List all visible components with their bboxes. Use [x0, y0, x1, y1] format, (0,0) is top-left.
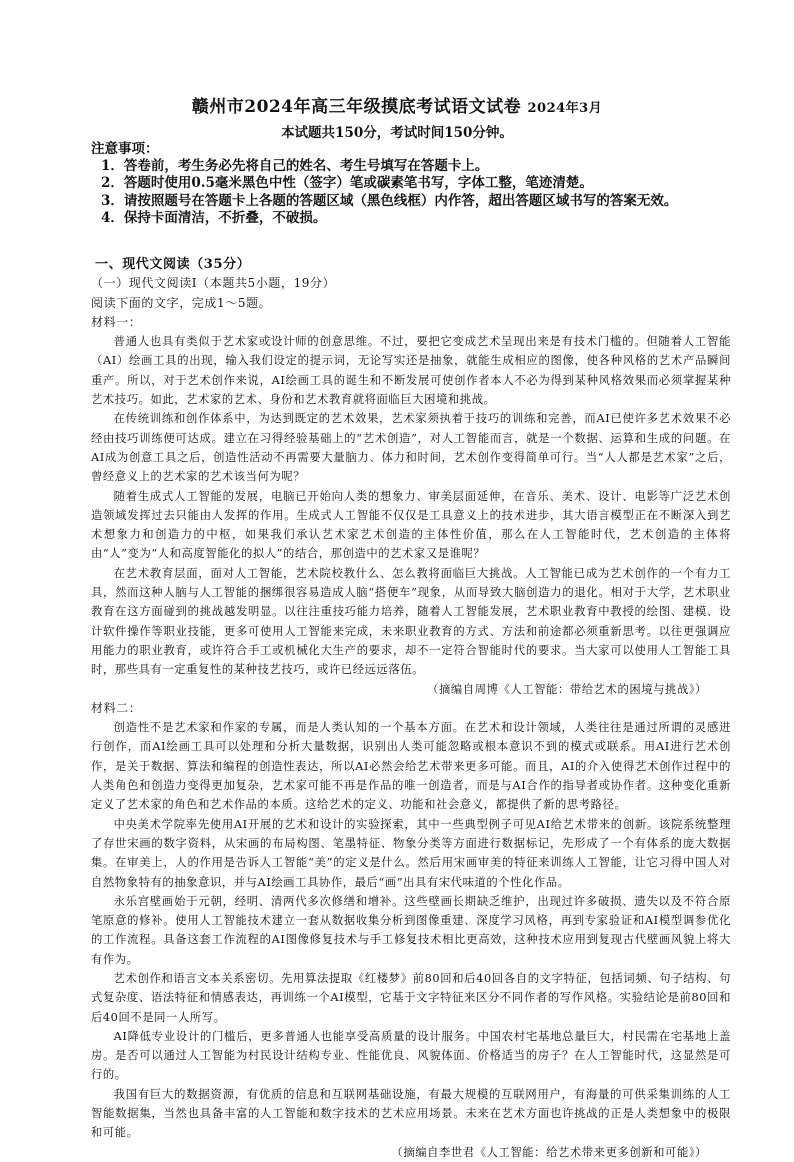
exam-subtitle: 本试题共150分，考试时间150分钟。	[281, 125, 513, 141]
material2-label: 材料二：	[91, 700, 142, 715]
notes-heading: 注意事项：	[91, 141, 159, 157]
material2-paragraph: 我国有巨大的数据资源，有优质的信息和互联网基础设施，有最大规模的互联网用户，有海量的可供采集训练的人工智能数据集，当然也具备丰富的人工智能和数字技术的艺术应用场景。未来在艺术方面也许挑战的正是人类想象中的极限和可能。	[91, 1087, 731, 1140]
section-subtitle: （一）现代文阅读Ⅰ（本题共5小题，19分）	[91, 276, 336, 291]
material2-paragraph: 艺术创作和语言文本关系密切。先用算法提取《红楼梦》前80回和后40回各自的文字特征，包括词频、句子结构、句式复杂度、语法特征和情感表达，再训练一个AI模型，它基于文字特征来区分不同作者的写作风格。实验结论是前80回和后40回不是同一人所写。	[91, 971, 731, 1024]
material1-source: （摘编自周博《人工智能：带给艺术的困境与挑战》）	[427, 682, 707, 696]
section-title: 一、现代文阅读（35分）	[95, 257, 251, 272]
notes-block	[91, 141, 731, 227]
exam-date: 2024年3月	[527, 101, 603, 116]
note-item: 4．保持卡面清洁，不折叠，不破损。	[101, 209, 327, 226]
material1-paragraph: 在传统训练和创作体系中，为达到既定的艺术效果，艺术家须执着于技巧的训练和完善，而AI已使许多艺术效果不必经由技巧训练便可达成。建立在习得经验基础上的“艺术创造”，对人工智能而言，就是一个数据、运算和生成的问题。在AI成为创意工具之后，创造性活动不再需要大量脑力、体力和时间，艺术创作变得简单可行。当“人人都是艺术家”之后，曾经意义上的艺术家的艺术该当何为呢？	[91, 412, 731, 484]
material2-source: （摘编自李世君《人工智能：给艺术带来更多创新和可能》）	[391, 1145, 707, 1159]
material2-paragraph: 创造性不是艺术家和作家的专属，而是人类认知的一个基本方面。在艺术和设计领域，人类往往是通过所谓的灵感进行创作，而AI绘画工具可以处理和分析大量数据，识别出人类可能忽略或根本意识不到的模式或联系。用AI进行艺术创作，是关于数据、算法和编程的创造性表达，所以AI必然会给艺术带来更多可能。而且，AI的介入使得艺术创作过程中的人类角色和创造力变得更加复杂，艺术家可能不再是作品的唯一创造者，而是与AI合作的指导者或协作者。这种变化重新定义了艺术家的角色和艺术作品的本质。这给艺术的定义、功能和社会意义，都提供了新的思考路径。	[91, 721, 731, 812]
note-item: 1．答卷前，考生务必先将自己的姓名、考生号填写在答题卡上。	[101, 158, 489, 175]
material2-paragraph: AI降低专业设计的门槛后，更多普通人也能享受高质量的设计服务。中国农村宅基地总量巨大，村民需在宅基地上盖房。是否可以通过人工智能为村民设计结构专业、性能优良、风貌体面、价格适当的房子？在人工智能时代，这显然是可行的。	[91, 1029, 731, 1082]
material1-paragraph: 在艺术教育层面，面对人工智能，艺术院校教什么、怎么教将面临巨大挑战。人工智能已成为艺术创作的一个有力工具，然而这种人脑与人工智能的捆绑很容易造成人脑“搭便车”现象，从而导致大脑创造力的退化。相对于大学，艺术职业教育在这方面碰到的挑战越发明显。以往注重技巧能力培养，随着人工智能发展，艺术职业教育中教授的绘图、建模、设计软件操作等职业技能，更多可使用人工智能来完成，未来职业教育的方式、方法和前途都必须重新思考。以往更强调应用能力的职业教育，或许符合手工或机械化大生产的要求，却不一定符合智能时代的要求。当大家可以使用人工智能工具时，那些具有一定重复性的某种技艺技巧，或许已经远远落伍。	[91, 566, 731, 677]
material2-paragraph: 中央美术学院率先使用AI开展的艺术和设计的实验探索，其中一些典型例子可见AI给艺术带来的创新。该院系统整理了存世宋画的数字资料，从宋画的布局构图、笔墨特征、物象分类等方面进行数据标记，先形成了一个有体系的庞大数据集。在审美上，人的作用是告诉人工智能“美”的定义是什么。然后用宋画审美的特征来训练人工智能，让它习得中国人对自然物象特有的抽象意识，并与AI绘画工具协作，最后“画”出具有宋代味道的个性化作品。	[91, 817, 731, 889]
exam-title	[0, 92, 794, 117]
material2-paragraph: 永乐宫壁画始于元朝，经明、清两代多次修缮和增补。这些壁画长期缺乏维护，出现过许多破损、遗失以及不符合原笔原意的修补。使用人工智能技术建立一套从数据收集分析到图像重建、深度学习风格，再到专家验证和AI模型调参优化的工作流程。具备这套工作流程的AI图像修复技术与手工修复技术相比更高效，这种技术应用到复现古代壁画风貌上将大有作为。	[91, 894, 731, 966]
material1-label: 材料一：	[91, 314, 142, 329]
material1-paragraph: 普通人也具有类似于艺术家或设计师的创意思维。不过，要把它变成艺术呈现出来是有技术门槛的。但随着人工智能（AI）绘画工具的出现，输入我们设定的提示词，无论写实还是抽象，就能生成相应的图像，使各种风格的艺术产品瞬间重产。所以，对于艺术创作来说，AI绘画工具的诞生和不断发展可使创作者本人不必为得到某种风格效果而必须掌握某种艺术技巧。如此，艺术家的艺术、身份和艺术教育就将面临巨大困境和挑战。	[91, 335, 731, 407]
note-item: 2．答题时使用0.5毫米黑色中性（签字）笔或碳素笔书写，字体工整，笔迹清楚。	[101, 175, 593, 192]
material1-paragraph: 随着生成式人工智能的发展，电脑已开始向人类的想象力、审美层面延伸，在音乐、美术、设计、电影等广泛艺术创造领域发挥过去只能由人发挥的作用。生成式人工智能不仅仅是工具意义上的技术进步，其大语言模型正在不断深入到艺术想象力和创造力的中枢，如果我们承认艺术家艺术创造的主体性价值，那么在人工智能时代，艺术创造的主体将由“人”变为“人和高度智能化的拟人”的结合，那创造中的艺术家又是谁呢？	[91, 489, 731, 561]
note-item: 3．请按照题号在答题卡上各题的答题区域（黑色线框）内作答，超出答题区域书写的答案无效。	[101, 192, 678, 209]
section-instruction: 阅读下面的文字，完成1～5题。	[91, 295, 272, 310]
reading-section	[91, 255, 731, 1162]
exam-title-text: 赣州市2024年高三年级摸底考试语文试卷	[191, 97, 522, 117]
